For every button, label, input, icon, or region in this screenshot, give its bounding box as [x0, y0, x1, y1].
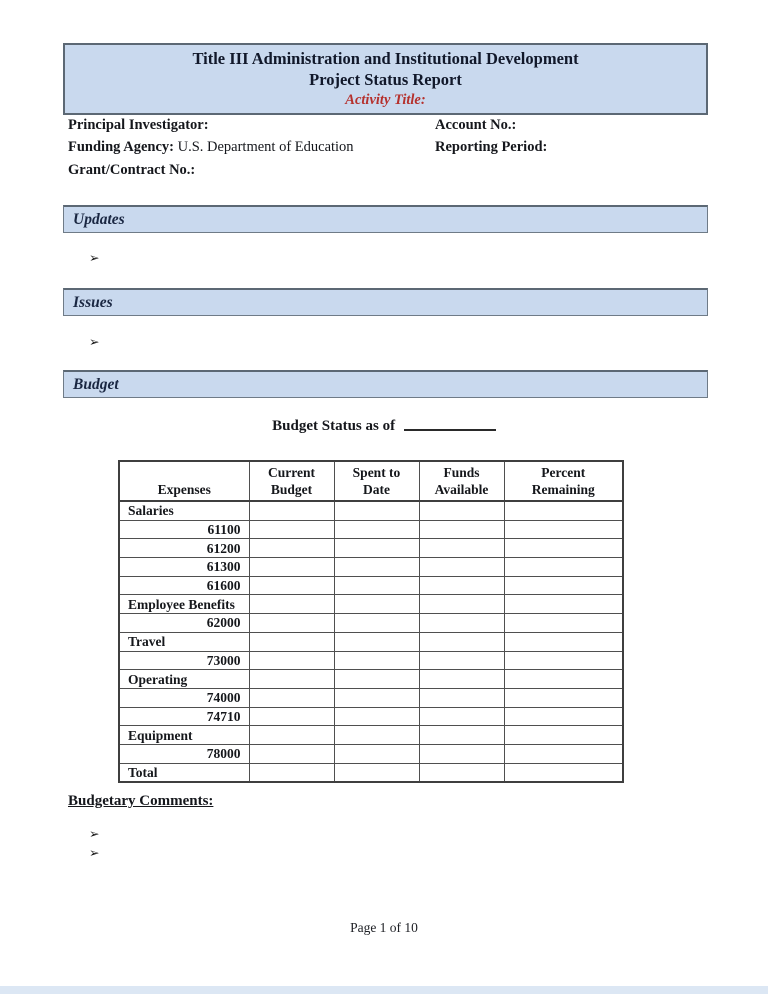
blank-value-cell[interactable] [334, 595, 419, 614]
table-row [119, 744, 623, 763]
blank-value-cell[interactable] [249, 726, 334, 745]
blank-value-cell[interactable] [419, 539, 504, 558]
funding-agency-row [68, 136, 354, 158]
blank-value-cell[interactable] [334, 670, 419, 689]
blank-value-cell[interactable] [249, 744, 334, 763]
blank-value-cell[interactable] [334, 558, 419, 577]
blank-value-cell[interactable] [249, 595, 334, 614]
updates-bullet-icon: ➢ [89, 250, 100, 265]
expense-cell: 73000 [119, 651, 249, 670]
blank-value-cell[interactable] [419, 744, 504, 763]
table-row [119, 595, 623, 614]
issues-bullet-icon: ➢ [89, 334, 100, 349]
budget-table [118, 460, 624, 783]
table-row [119, 501, 623, 520]
report-header [63, 43, 708, 115]
table-row [119, 651, 623, 670]
principal-investigator-row [68, 114, 354, 136]
expense-cell: Total [119, 763, 249, 782]
blank-value-cell[interactable] [249, 501, 334, 520]
blank-value-cell[interactable] [334, 632, 419, 651]
comment-bullet-icon-2: ➢ [89, 845, 100, 860]
updates-label: Updates [73, 210, 125, 228]
expense-cell: Equipment [119, 726, 249, 745]
budget-table-body [119, 501, 623, 782]
comment-bullet-icon-1: ➢ [89, 826, 100, 841]
blank-value-cell[interactable] [504, 520, 623, 539]
expense-cell: 62000 [119, 614, 249, 633]
table-row [119, 539, 623, 558]
expense-cell: 61300 [119, 558, 249, 577]
blank-value-cell[interactable] [249, 651, 334, 670]
table-row [119, 726, 623, 745]
blank-value-cell[interactable] [419, 707, 504, 726]
blank-value-cell[interactable] [334, 520, 419, 539]
blank-value-cell[interactable] [419, 520, 504, 539]
blank-value-cell[interactable] [419, 651, 504, 670]
blank-value-cell[interactable] [504, 670, 623, 689]
blank-value-cell[interactable] [249, 614, 334, 633]
expense-cell: 61100 [119, 520, 249, 539]
table-row [119, 707, 623, 726]
blank-value-cell[interactable] [419, 614, 504, 633]
table-row [119, 688, 623, 707]
blank-value-cell[interactable] [334, 707, 419, 726]
grant-contract-label: Grant/Contract No.: [68, 161, 196, 178]
col-header-funds-available: Funds Available [419, 461, 504, 501]
table-row [119, 670, 623, 689]
expense-cell: Operating [119, 670, 249, 689]
blank-value-cell[interactable] [504, 595, 623, 614]
blank-value-cell[interactable] [504, 688, 623, 707]
principal-investigator-label: Principal Investigator: [68, 117, 209, 133]
blank-value-cell[interactable] [419, 726, 504, 745]
col-header-percent-remaining: Percent Remaining [504, 461, 623, 501]
blank-value-cell[interactable] [419, 670, 504, 689]
budget-status-heading [0, 415, 768, 435]
expense-cell: 61200 [119, 539, 249, 558]
blank-value-cell[interactable] [334, 744, 419, 763]
blank-value-cell[interactable] [504, 744, 623, 763]
section-header-updates [63, 205, 708, 233]
blank-value-cell[interactable] [249, 539, 334, 558]
page-number-footer: Page 1 of 10 [350, 920, 418, 935]
blank-value-cell[interactable] [334, 614, 419, 633]
section-header-issues [63, 288, 708, 316]
blank-value-cell[interactable] [249, 558, 334, 577]
grant-contract-row [68, 159, 354, 181]
expense-cell: 61600 [119, 576, 249, 595]
expense-cell: 78000 [119, 744, 249, 763]
issues-label: Issues [73, 293, 113, 311]
blank-value-cell[interactable] [334, 539, 419, 558]
blank-value-cell[interactable] [334, 688, 419, 707]
report-title-line1: Title III Administration and Institutional Development [192, 49, 579, 68]
blank-value-cell[interactable] [504, 651, 623, 670]
funding-agency-label: Funding Agency: [68, 139, 174, 156]
col-header-expenses: Expenses [119, 461, 249, 501]
table-row [119, 632, 623, 651]
table-row [119, 763, 623, 782]
expense-cell: 74000 [119, 688, 249, 707]
blank-value-cell[interactable] [504, 501, 623, 520]
budget-status-date-blank[interactable] [404, 416, 496, 431]
blank-value-cell[interactable] [419, 632, 504, 651]
blank-value-cell[interactable] [249, 670, 334, 689]
blank-value-cell[interactable] [504, 539, 623, 558]
expense-cell: Salaries [119, 501, 249, 520]
blank-value-cell[interactable] [249, 576, 334, 595]
bottom-strip [0, 986, 768, 994]
blank-value-cell[interactable] [504, 726, 623, 745]
blank-value-cell[interactable] [334, 651, 419, 670]
blank-value-cell[interactable] [504, 707, 623, 726]
blank-value-cell[interactable] [249, 707, 334, 726]
blank-value-cell[interactable] [334, 576, 419, 595]
blank-value-cell[interactable] [249, 632, 334, 651]
blank-value-cell[interactable] [504, 558, 623, 577]
col-header-current-budget: Current Budget [249, 461, 334, 501]
col-header-spent-to-date: Spent to Date [334, 461, 419, 501]
budget-table-header-row [119, 461, 623, 501]
section-header-budget [63, 370, 708, 398]
funding-agency-value: U.S. Department of Education [177, 139, 354, 156]
reporting-period-label: Reporting Period: [435, 139, 548, 156]
blank-value-cell[interactable] [419, 763, 504, 782]
blank-value-cell[interactable] [249, 520, 334, 539]
table-row [119, 614, 623, 633]
blank-value-cell[interactable] [249, 688, 334, 707]
blank-value-cell[interactable] [334, 726, 419, 745]
blank-value-cell[interactable] [419, 501, 504, 520]
blank-value-cell[interactable] [419, 558, 504, 577]
budget-status-text: Budget Status as of [272, 418, 396, 434]
blank-value-cell[interactable] [504, 576, 623, 595]
blank-value-cell[interactable] [419, 688, 504, 707]
table-row [119, 576, 623, 595]
blank-value-cell[interactable] [504, 614, 623, 633]
info-right-column [435, 114, 547, 159]
table-row [119, 520, 623, 539]
expense-cell: Employee Benefits [119, 595, 249, 614]
info-left-column [68, 114, 354, 181]
account-no-label: Account No.: [435, 117, 517, 133]
activity-title-label: Activity Title: [345, 92, 426, 108]
expense-cell: 74710 [119, 707, 249, 726]
report-title-line2: Project Status Report [309, 70, 462, 89]
table-row [119, 558, 623, 577]
blank-value-cell[interactable] [504, 632, 623, 651]
expense-cell: Travel [119, 632, 249, 651]
blank-value-cell[interactable] [334, 501, 419, 520]
budgetary-comments-label: Budgetary Comments: [68, 793, 214, 809]
blank-value-cell[interactable] [504, 763, 623, 782]
blank-value-cell[interactable] [249, 763, 334, 782]
blank-value-cell[interactable] [419, 576, 504, 595]
blank-value-cell[interactable] [334, 763, 419, 782]
blank-value-cell[interactable] [419, 595, 504, 614]
budget-label: Budget [73, 375, 119, 393]
